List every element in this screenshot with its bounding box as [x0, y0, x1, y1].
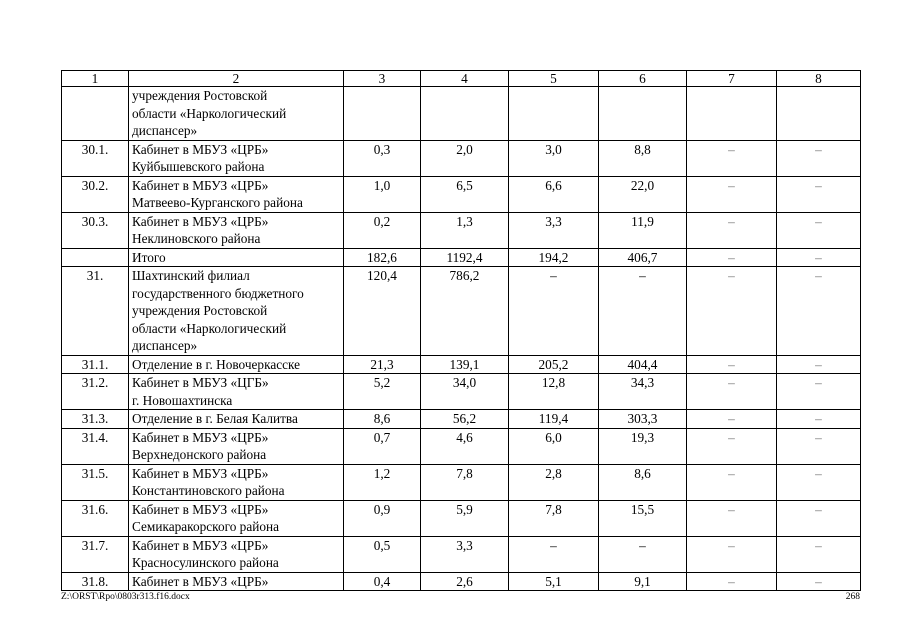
row-name-line: Кабинет в МБУЗ «ЦРБ»: [132, 573, 269, 589]
value-cell-col4: 3,3: [421, 536, 509, 572]
value-cell-col8: –: [777, 410, 861, 429]
column-header: 1: [62, 71, 129, 87]
row-number: [62, 87, 129, 141]
column-header: 3: [344, 71, 421, 87]
value-cell-col7: –: [687, 374, 777, 410]
column-header: 7: [687, 71, 777, 87]
table-row: [62, 536, 861, 572]
table-row: [62, 500, 861, 536]
row-name-line: Константиновского района: [132, 483, 285, 498]
row-name: [129, 464, 344, 500]
value-cell-col4: 1,3: [421, 212, 509, 248]
row-name-line: Кабинет в МБУЗ «ЦРБ»: [132, 177, 269, 193]
value-cell-col8: –: [777, 428, 861, 464]
value-cell-col6: 9,1: [599, 572, 687, 591]
row-name-line: учреждения Ростовской: [132, 88, 268, 103]
value-cell-col3: 21,3: [344, 355, 421, 374]
row-name: [129, 176, 344, 212]
row-number: 30.3.: [62, 212, 129, 248]
value-cell-col8: –: [777, 500, 861, 536]
row-name: [129, 355, 344, 374]
value-cell-col3: 1,0: [344, 176, 421, 212]
value-cell-col7: –: [687, 267, 777, 356]
value-cell-col7: –: [687, 176, 777, 212]
value-cell-col8: –: [777, 212, 861, 248]
row-name-line: Куйбышевского района: [132, 159, 265, 174]
value-cell-col7: [687, 87, 777, 141]
value-cell-col7: –: [687, 248, 777, 267]
value-cell-col3: 0,4: [344, 572, 421, 591]
value-cell-col4: 2,6: [421, 572, 509, 591]
value-cell-col6: –: [599, 267, 687, 356]
row-name-line: диспансер»: [132, 338, 198, 353]
value-cell-col5: 205,2: [509, 355, 599, 374]
row-name-line: диспансер»: [132, 123, 198, 138]
value-cell-col5: [509, 87, 599, 141]
table-row: [62, 212, 861, 248]
row-name-line: Матвеево-Курганского района: [132, 195, 303, 210]
column-header: 6: [599, 71, 687, 87]
value-cell-col4: 786,2: [421, 267, 509, 356]
value-cell-col6: 15,5: [599, 500, 687, 536]
value-cell-col3: 0,5: [344, 536, 421, 572]
value-cell-col7: –: [687, 212, 777, 248]
value-cell-col4: 56,2: [421, 410, 509, 429]
column-header: 5: [509, 71, 599, 87]
value-cell-col5: 3,0: [509, 140, 599, 176]
row-name: [129, 248, 344, 267]
row-name-line: Красносулинского района: [132, 555, 279, 570]
value-cell-col8: –: [777, 536, 861, 572]
value-cell-col8: –: [777, 248, 861, 267]
column-header: 2: [129, 71, 344, 87]
value-cell-col8: –: [777, 267, 861, 356]
row-number: 30.1.: [62, 140, 129, 176]
row-number: 31.1.: [62, 355, 129, 374]
value-cell-col5: 2,8: [509, 464, 599, 500]
value-cell-col6: 303,3: [599, 410, 687, 429]
value-cell-col8: –: [777, 464, 861, 500]
value-cell-col5: 5,1: [509, 572, 599, 591]
row-name-line: Шахтинский филиал: [132, 268, 250, 283]
value-cell-col4: 139,1: [421, 355, 509, 374]
column-header: 8: [777, 71, 861, 87]
row-name: [129, 374, 344, 410]
row-name-line: области «Наркологический: [132, 105, 287, 121]
value-cell-col6: 19,3: [599, 428, 687, 464]
value-cell-col5: 6,6: [509, 176, 599, 212]
value-cell-col5: –: [509, 536, 599, 572]
row-name: [129, 410, 344, 429]
table-row: [62, 87, 861, 141]
value-cell-col8: [777, 87, 861, 141]
table-row: [62, 267, 861, 356]
row-number: [62, 248, 129, 267]
value-cell-col8: –: [777, 140, 861, 176]
value-cell-col6: 34,3: [599, 374, 687, 410]
row-name-line: Итого: [132, 249, 166, 265]
table-row: [62, 176, 861, 212]
row-name-line: Отделение в г. Белая Калитва: [132, 411, 298, 426]
row-name: [129, 536, 344, 572]
value-cell-col5: 119,4: [509, 410, 599, 429]
value-cell-col5: 194,2: [509, 248, 599, 267]
value-cell-col4: 2,0: [421, 140, 509, 176]
value-cell-col4: 34,0: [421, 374, 509, 410]
value-cell-col3: 8,6: [344, 410, 421, 429]
value-cell-col7: –: [687, 355, 777, 374]
value-cell-col6: 22,0: [599, 176, 687, 212]
value-cell-col8: –: [777, 355, 861, 374]
value-cell-col5: 3,3: [509, 212, 599, 248]
value-cell-col3: 0,9: [344, 500, 421, 536]
row-name-line: Отделение в г. Новочеркасске: [132, 356, 301, 372]
row-name-line: г. Новошахтинска: [132, 392, 233, 408]
row-name: [129, 572, 344, 591]
value-cell-col6: 404,4: [599, 355, 687, 374]
row-name-line: Кабинет в МБУЗ «ЦРБ»: [132, 537, 269, 553]
value-cell-col5: 12,8: [509, 374, 599, 410]
value-cell-col4: 4,6: [421, 428, 509, 464]
table-row: [62, 464, 861, 500]
table-row: [62, 572, 861, 591]
row-name-line: Верхнедонского района: [132, 447, 267, 462]
value-cell-col8: –: [777, 374, 861, 410]
row-number: 31.2.: [62, 374, 129, 410]
table-row: [62, 248, 861, 267]
table-row: [62, 140, 861, 176]
value-cell-col7: –: [687, 410, 777, 429]
row-name-line: Кабинет в МБУЗ «ЦРБ»: [132, 465, 269, 481]
row-number: 31.7.: [62, 536, 129, 572]
value-cell-col4: [421, 87, 509, 141]
row-number: 31.: [62, 267, 129, 356]
table-row: [62, 374, 861, 410]
value-cell-col4: 7,8: [421, 464, 509, 500]
value-cell-col3: 182,6: [344, 248, 421, 267]
row-name-line: Кабинет в МБУЗ «ЦРБ»: [132, 429, 269, 445]
footer-file-path: Z:\ORST\Rpo\0803r313.f16.docx: [61, 592, 190, 602]
row-name-line: Семикаракорского района: [132, 519, 280, 534]
row-number: 31.8.: [62, 572, 129, 591]
value-cell-col7: –: [687, 536, 777, 572]
value-cell-col8: –: [777, 176, 861, 212]
row-name: [129, 267, 344, 356]
value-cell-col6: [599, 87, 687, 141]
value-cell-col5: –: [509, 267, 599, 356]
value-cell-col5: 6,0: [509, 428, 599, 464]
row-name: [129, 87, 344, 141]
value-cell-col7: –: [687, 140, 777, 176]
value-cell-col4: 5,9: [421, 500, 509, 536]
row-name-line: государственного бюджетного: [132, 285, 304, 301]
row-name-line: Неклиновского района: [132, 231, 261, 246]
value-cell-col4: 6,5: [421, 176, 509, 212]
row-name: [129, 428, 344, 464]
table-body: [62, 87, 861, 591]
header-row: [62, 71, 861, 87]
value-cell-col7: –: [687, 464, 777, 500]
row-name: [129, 500, 344, 536]
value-cell-col4: 1192,4: [421, 248, 509, 267]
row-name-line: учреждения Ростовской: [132, 303, 268, 318]
row-name-line: области «Наркологический: [132, 320, 287, 336]
table-row: [62, 355, 861, 374]
row-name-line: Кабинет в МБУЗ «ЦГБ»: [132, 375, 269, 390]
row-number: 31.4.: [62, 428, 129, 464]
value-cell-col6: –: [599, 536, 687, 572]
row-number: 30.2.: [62, 176, 129, 212]
column-header: 4: [421, 71, 509, 87]
value-cell-col8: –: [777, 572, 861, 591]
value-cell-col6: 11,9: [599, 212, 687, 248]
row-name-line: Кабинет в МБУЗ «ЦРБ»: [132, 501, 269, 517]
row-number: 31.5.: [62, 464, 129, 500]
value-cell-col3: 1,2: [344, 464, 421, 500]
value-cell-col7: –: [687, 572, 777, 591]
value-cell-col6: 8,8: [599, 140, 687, 176]
value-cell-col5: 7,8: [509, 500, 599, 536]
page-number: 268: [845, 592, 860, 602]
row-name-line: Кабинет в МБУЗ «ЦРБ»: [132, 141, 269, 157]
row-name: [129, 140, 344, 176]
row-name-line: Кабинет в МБУЗ «ЦРБ»: [132, 213, 269, 229]
table-row: [62, 410, 861, 429]
value-cell-col3: 0,3: [344, 140, 421, 176]
value-cell-col7: –: [687, 428, 777, 464]
value-cell-col7: –: [687, 500, 777, 536]
value-cell-col3: 0,2: [344, 212, 421, 248]
data-table: [61, 70, 861, 591]
value-cell-col3: 0,7: [344, 428, 421, 464]
value-cell-col3: [344, 87, 421, 141]
row-number: 31.3.: [62, 410, 129, 429]
value-cell-col6: 406,7: [599, 248, 687, 267]
value-cell-col6: 8,6: [599, 464, 687, 500]
row-name: [129, 212, 344, 248]
value-cell-col3: 120,4: [344, 267, 421, 356]
value-cell-col3: 5,2: [344, 374, 421, 410]
row-number: 31.6.: [62, 500, 129, 536]
table-row: [62, 428, 861, 464]
